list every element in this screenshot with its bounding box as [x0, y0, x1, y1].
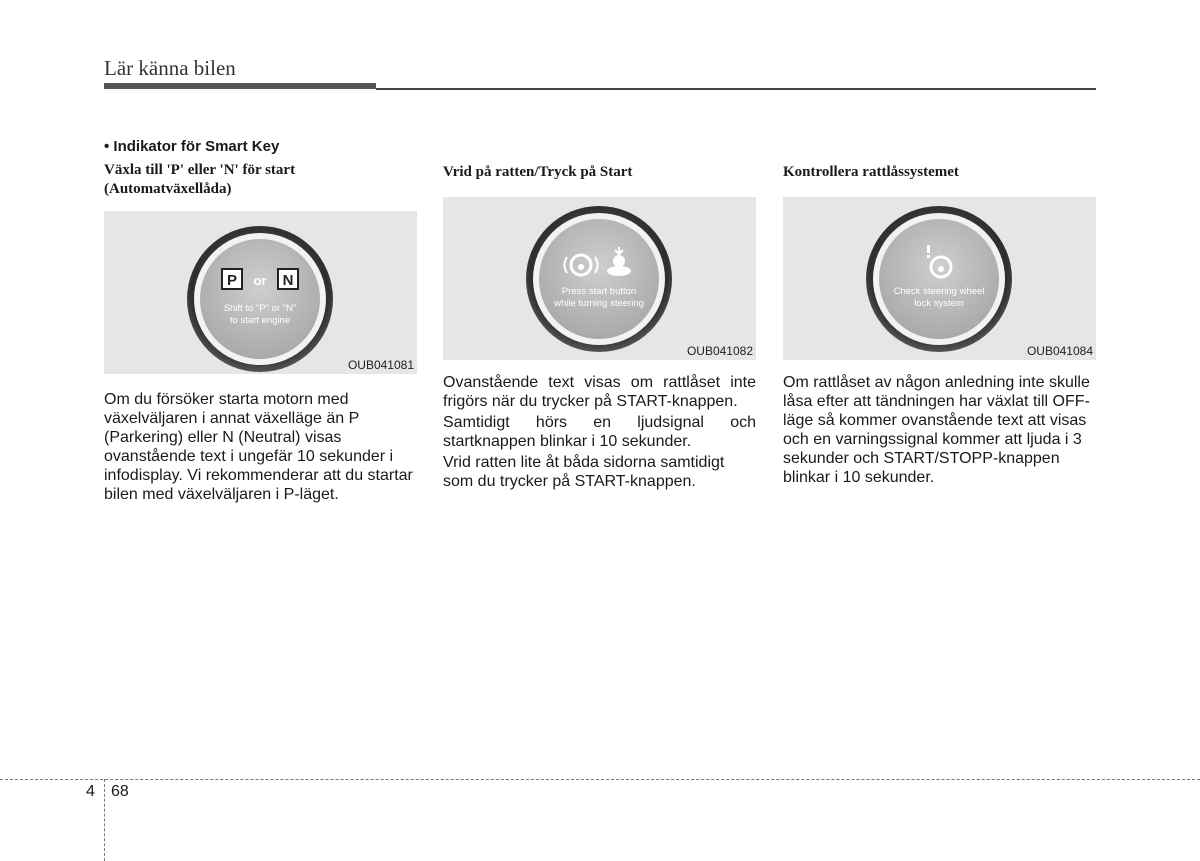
column-heading: [783, 163, 1096, 182]
body-paragraph: Ovanstående text visas om rattlåset inte frigörs när du trycker på START-knappen.: [443, 374, 756, 410]
heading-line: (Automatväxellåda): [104, 181, 232, 197]
p-or-n-icon: [104, 211, 417, 374]
section-bullet-title: • Indikator för Smart Key: [104, 138, 280, 155]
page-number: 68: [111, 783, 129, 800]
display-message-line: Check steering wheel: [893, 286, 985, 297]
footer-dashed-vertical-rule: [104, 779, 105, 861]
body-paragraph: Om rattlåset av någon anledning inte skulle låsa efter att tändningen har växlat till OFF-läge så kommer ovanstående text att visas och en varningssignal kommer att ljuda i 3 sekunder och START/STOPP-knappen blinkar i 10 sekunder.: [783, 374, 1090, 486]
dial-face: [879, 219, 999, 339]
column-turn-wheel-press-start: [443, 163, 756, 493]
p-badge-label: P: [226, 272, 238, 289]
display-illustration: [443, 197, 756, 360]
figure-code: OUB041084: [1026, 344, 1093, 358]
figure-code: OUB041081: [347, 358, 414, 372]
dial-face: [200, 239, 320, 359]
column-body: [783, 373, 1096, 487]
heading-line: Växla till 'P' eller 'N' för start: [104, 162, 296, 178]
dial-face: [539, 219, 659, 339]
display-message-line: to start engine: [229, 315, 291, 326]
column-heading: [443, 163, 756, 182]
display-message-line: Press start button: [561, 286, 637, 297]
display-message-line: Shift to "P" or "N": [223, 303, 297, 314]
exclamation-icon: [927, 245, 930, 258]
steering-wheel-and-start-button-icon: [443, 197, 756, 360]
body-paragraph: Om du försöker starta motorn med växelväljaren i annat växelläge än P (Parkering) eller N (Neutral) visas ovanstående text i ungefär 10 sekunder i infodisplay. Vi rekommenderar att du startar bilen med växelväljaren i P-läget.: [104, 391, 413, 503]
header-rule-thick: [104, 83, 376, 89]
heading-line: Vrid på ratten/Tryck på Start: [443, 164, 633, 180]
steering-wheel-warning-icon: [783, 197, 1096, 360]
body-paragraph: Vrid ratten lite åt båda sidorna samtidigt som du trycker på START-knappen.: [443, 454, 725, 490]
header-rule-thin: [376, 88, 1096, 90]
display-message-line: while turning steering: [554, 298, 644, 309]
display-message-line: lock system: [914, 298, 964, 309]
column-check-steering-lock: [783, 163, 1096, 489]
display-illustration: [783, 197, 1096, 360]
display-illustration: [104, 211, 417, 374]
column-body: [104, 390, 417, 504]
footer-dashed-rule: [0, 779, 1200, 780]
page-chapter-number: 4: [86, 783, 95, 800]
n-badge-label: N: [282, 272, 294, 289]
page-header-title: Lär känna bilen: [104, 56, 236, 80]
figure-code: OUB041082: [686, 344, 753, 358]
heading-line: Kontrollera rattlåssystemet: [783, 164, 959, 180]
or-label: or: [253, 273, 267, 288]
body-paragraph: Samtidigt hörs en ljudsignal och startknappen blinkar i 10 sekunder.: [443, 414, 756, 450]
column-shift-p-or-n: [104, 138, 417, 506]
column-body: [443, 373, 756, 491]
column-heading: [104, 161, 417, 199]
